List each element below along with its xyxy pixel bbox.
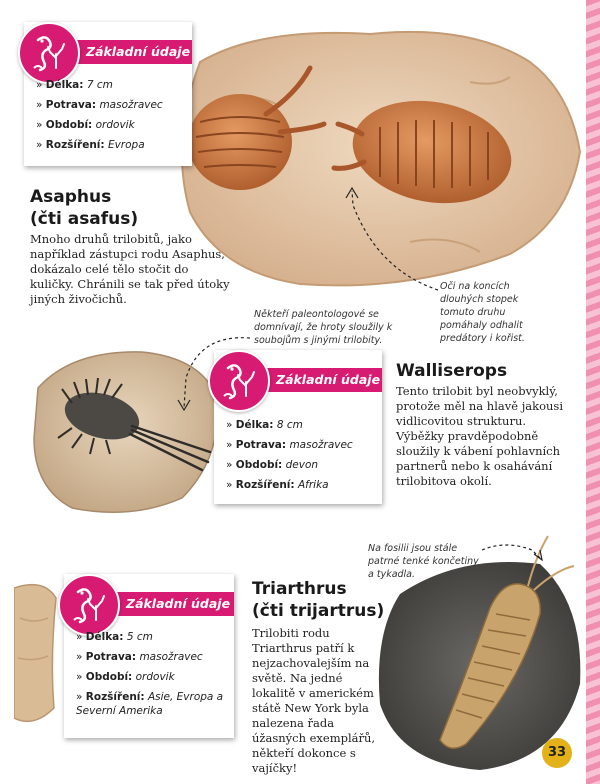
asaphus-title: Asaphus: [30, 187, 112, 207]
fact-length: » Délka: 8 cm: [226, 419, 303, 431]
asaphus-subtitle: (čti asafus): [30, 209, 139, 229]
asaphus-body: Mnoho druhů trilobitů, jako například zástupci rodu Asaphus, dokázalo celé tělo stočit do kuličky. Chránili se tak před útoky jiných živočichů.: [30, 232, 230, 306]
seahorse-coral-icon: [20, 24, 78, 82]
fact-period: » Období: ordovik: [76, 671, 175, 683]
asaphus-fossil-photo: [170, 22, 590, 294]
seahorse-coral-icon: [60, 576, 118, 634]
info-box-title: Základní údaje: [24, 40, 192, 64]
asaphus-eye-note: Oči na koncích dlouhých stopek tomuto druhu pomáhaly odhalit predátory i kořist.: [440, 281, 525, 344]
walliserops-body: Tento trilobit byl neobvyklý, protože měl na hlavě jakousi vidlicovitou strukturu. Výběžky pravděpodobně sloužily k vábení pohlavních partnerů nebo k osahávání trilobitova okolí.: [396, 384, 564, 488]
fact-period: » Období: ordovik: [36, 119, 135, 131]
fact-diet: » Potrava: masožravec: [226, 439, 353, 451]
rock-fragment-photo: [14, 578, 58, 728]
info-box-title: Základní údaje: [64, 592, 234, 616]
fact-range: » Rozšíření: Afrika: [226, 479, 329, 491]
page-number: 33: [542, 738, 572, 768]
fact-list: [226, 418, 374, 498]
fact-range: » Rozšíření: Evropa: [36, 139, 145, 151]
walliserops-spike-note: Někteří paleontologové se domnívají, že hroty sloužily k soubojům s jinými trilobity.: [254, 309, 393, 346]
triarthrus-subtitle: (čti trijartrus): [252, 601, 385, 621]
info-box-title: Základní údaje: [214, 368, 382, 392]
fact-length: » Délka: 5 cm: [76, 631, 153, 643]
triarthrus-info-box: [64, 574, 234, 738]
triarthrus-title: Triarthrus: [252, 579, 347, 599]
fact-diet: » Potrava: masožravec: [36, 99, 163, 111]
walliserops-info-box: [214, 350, 382, 504]
fact-period: » Období: devon: [226, 459, 319, 471]
info-badge-icon: [18, 22, 80, 84]
triarthrus-body: Trilobiti rodu Triarthrus patří k nejzachovalejším na světě. Na jedné lokalitě v americkém státě New York byla nalezena řada úžasných exemplářů, někteří dokonce s vajíčky!: [252, 626, 376, 775]
seahorse-coral-icon: [210, 352, 268, 410]
fact-range: » Rozšíření: Asie, Evropa a Severní Amerika: [76, 691, 224, 717]
fact-list: [76, 630, 226, 724]
walliserops-title: Walliserops: [396, 361, 508, 381]
fact-length: » Délka: 7 cm: [36, 79, 113, 91]
fact-list: [36, 78, 184, 158]
info-badge-icon: [208, 350, 270, 412]
info-badge-icon: [58, 574, 120, 636]
triarthrus-limbs-note: Na fosilii jsou stále patrné tenké končetiny a tykadla.: [368, 543, 479, 580]
asaphus-info-box: [24, 22, 192, 166]
fact-diet: » Potrava: masožravec: [76, 651, 203, 663]
